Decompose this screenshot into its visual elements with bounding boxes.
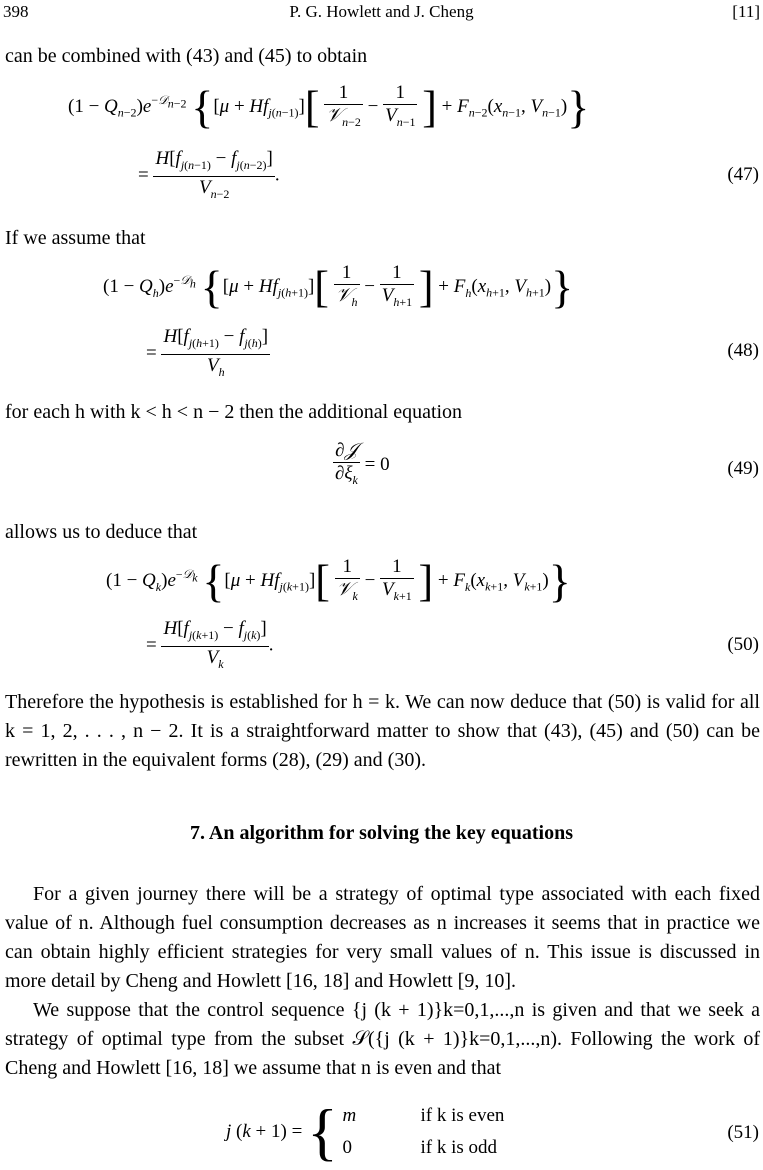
equation-49: $\frac{\text{∂𝒥}}{\partial\xi_k}$ = 0 [335, 440, 390, 487]
paragraph-3: for each h with k < h < n − 2 then the additional equation [5, 401, 463, 423]
section-heading: 7. An algorithm for solving the key equations [190, 822, 573, 844]
reference-tag: [11] [732, 2, 760, 21]
equation-47-line-2: = $\frac{H[f_{j(n-1)} - f_{j(n-2)}]}{V_{n-2}}$ . [138, 148, 280, 201]
equation-50-number: (50) [727, 634, 759, 655]
equation-50-line-2: = $\frac{H[f_{j(k+1)} - f_{j(k)}]}{V_k}$ . [146, 618, 274, 671]
paragraph-4: allows us to deduce that [5, 521, 198, 543]
case-2-condition: if k is odd [420, 1137, 498, 1158]
equation-47-number: (47) [727, 164, 759, 185]
paragraph-2: If we assume that [5, 227, 146, 249]
equation-49-number: (49) [727, 458, 759, 479]
equation-48-number: (48) [727, 340, 759, 361]
paragraph-1: can be combined with (43) and (45) to obtain [5, 45, 368, 67]
equation-48-line-1: $(1 - Q_h)e^{-𝒟_h}$ {$[\mu + Hf_{j(h+1)}]$[ $\frac{1}{𝒱_h}$ − $\frac{1}{V_{h+1}}$ ] + $F_h(x_{h+1}$, $V_{h+1}$)} [103, 261, 574, 313]
equation-47-line-1: $(1 - Q_{n-2})e^{-𝒟_{n-2}}$ {$[\mu + Hf_{j(n-1)}]$[ $\frac{1}{𝒱_{n-2}}$ − $\frac{1}{V_{n-1}}$ ] + $F_{n-2}(x_{n-1}$, $V_{n-1}$)} [68, 81, 590, 133]
paragraph-6: For a given journey there will be a strategy of optimal type associated with each fixed value of n. Although fuel consumption decreases as n increases it seems that in practice we can obtain highly efficient strategies for very small values of n. This issue is discussed in more detail by Cheng and Howlett [16, 18] and Howlett [9, 10]. [5, 883, 760, 992]
paragraph-5: Therefore the hypothesis is established for h = k. We can now deduce that (50) is valid for all k = 1, 2, . . . , n − 2. It is a straightforward matter to show that (43), (45) and (50) can be rewritten in the equivalent forms (28), (29) and (30). [5, 691, 760, 771]
equation-48-line-2: = $\frac{H[f_{j(h+1)} - f_{j(h)}]}{V_h}$ [146, 326, 269, 379]
case-1-value: m [342, 1105, 357, 1126]
page-number: 398 [3, 2, 29, 21]
case-2-value: 0 [342, 1137, 353, 1158]
paragraph-7: We suppose that the control sequence {j (k + 1)}k=0,1,...,n is given and that we seek a strategy of optimal type from the subset 𝒮({j (k + 1)}k=0,1,...,n). Following the work of Cheng and Howlett [16, 18] we assume that n is even and that [5, 999, 760, 1079]
equation-51: j (k + 1) = { m if k is even 0 if k is odd [226, 1096, 505, 1167]
equation-51-number: (51) [727, 1122, 759, 1143]
running-title: P. G. Howlett and J. Cheng [289, 2, 474, 21]
equation-50-line-1: $(1 - Q_k)e^{-𝒟_k}$ {$[\mu + Hf_{j(k+1)}]$[ $\frac{1}{𝒱_k}$ − $\frac{1}{V_{k+1}}$ ] + $F_k(x_{k+1}$, $V_{k+1}$)} [106, 555, 571, 607]
case-1-condition: if k is even [420, 1105, 505, 1126]
